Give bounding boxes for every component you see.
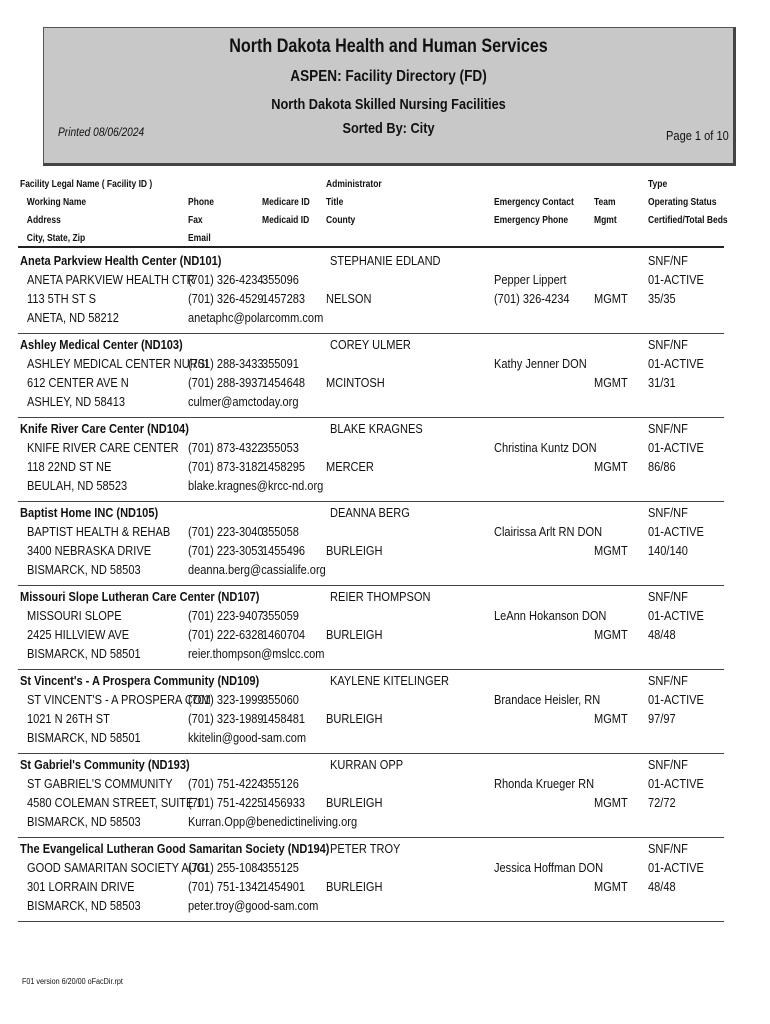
facility-email: Kurran.Opp@benedictineliving.org (188, 814, 358, 829)
facility-beds: 48/48 (648, 627, 676, 642)
facility-admin: STEPHANIE EDLAND (330, 253, 441, 268)
record-divider (18, 585, 724, 586)
facility-record (0, 251, 770, 335)
facility-record (0, 503, 770, 587)
facility-legal: The Evangelical Lutheran Good Samaritan Society (ND194) (20, 841, 330, 856)
facility-team: MGMT (594, 459, 628, 474)
facility-type: SNF/NF (648, 253, 688, 268)
record-divider (18, 669, 724, 670)
facility-team: MGMT (594, 291, 628, 306)
facility-legal: Baptist Home INC (ND105) (20, 505, 159, 520)
facility-email: culmer@amctoday.org (188, 394, 299, 409)
facility-type: SNF/NF (648, 589, 688, 604)
facility-address: 3400 NEBRASKA DRIVE (27, 543, 152, 558)
facility-team: MGMT (594, 627, 628, 642)
facility-working: ANETA PARKVIEW HEALTH CTR (27, 272, 195, 287)
facility-medicaid: 1457283 (262, 291, 306, 306)
facility-working: BAPTIST HEALTH & REHAB (27, 524, 171, 539)
facility-email: blake.kragnes@krcc-nd.org (188, 478, 324, 493)
facility-address: 301 LORRAIN DRIVE (27, 879, 135, 894)
facility-record (0, 335, 770, 419)
facility-contact: Clairissa Arlt RN DON (494, 524, 603, 539)
facility-medicare: 355126 (262, 776, 299, 791)
page-number: Page 1 of 10 (666, 128, 729, 143)
facility-fax: (701) 223-3053 (188, 543, 264, 558)
facility-address: 113 5TH ST S (27, 291, 96, 306)
facility-admin: DEANNA BERG (330, 505, 410, 520)
col-header-ids: Medicare ID Medicaid ID (262, 197, 310, 226)
facility-legal: St Gabriel's Community (ND193) (20, 757, 190, 772)
facility-city: BISMARCK, ND 58501 (27, 730, 141, 745)
facility-email: peter.troy@good-sam.com (188, 898, 319, 913)
facility-beds: 86/86 (648, 459, 676, 474)
record-divider (18, 837, 724, 838)
facility-contact: Rhonda Krueger RN (494, 776, 595, 791)
facility-county: BURLEIGH (326, 543, 383, 558)
col-header-team: Team Mgmt (594, 197, 617, 226)
facility-email: deanna.berg@cassialife.org (188, 562, 326, 577)
report-title: North Dakota Health and Human Services (229, 36, 548, 57)
facility-beds: 48/48 (648, 879, 676, 894)
facility-medicare: 355091 (262, 356, 299, 371)
facility-status: 01-ACTIVE (648, 776, 704, 791)
col-header-type: Type Operating Status Certified/Total Beds (648, 179, 728, 226)
facility-type: SNF/NF (648, 841, 688, 856)
report-subtitle: ASPEN: Facility Directory (FD) (290, 68, 487, 85)
facility-status: 01-ACTIVE (648, 524, 704, 539)
facility-address: 4580 COLEMAN STREET, SUITE 1 (27, 795, 203, 810)
facility-county: BURLEIGH (326, 795, 383, 810)
facility-fax: (701) 326-4529 (188, 291, 264, 306)
facility-contact: Jessica Hoffman DON (494, 860, 604, 875)
facility-county: BURLEIGH (326, 879, 383, 894)
facility-record (0, 419, 770, 503)
report-name: North Dakota Skilled Nursing Facilities (271, 96, 506, 113)
facility-city: ASHLEY, ND 58413 (27, 394, 126, 409)
facility-working: ST VINCENT'S - A PROSPERA COM (27, 692, 211, 707)
facility-beds: 140/140 (648, 543, 688, 558)
facility-city: BISMARCK, ND 58503 (27, 562, 141, 577)
header-rule (18, 246, 724, 248)
facility-medicaid: 1458295 (262, 459, 306, 474)
facility-legal: St Vincent's - A Prospera Community (ND109) (20, 673, 260, 688)
record-divider (18, 753, 724, 754)
facility-team: MGMT (594, 375, 628, 390)
facility-type: SNF/NF (648, 505, 688, 520)
facility-medicaid: 1460704 (262, 627, 306, 642)
facility-ephone: (701) 326-4234 (494, 291, 570, 306)
facility-address: 118 22ND ST NE (27, 459, 112, 474)
record-divider (18, 333, 724, 334)
facility-admin: KURRAN OPP (330, 757, 404, 772)
facility-contact: Brandace Heisler, RN (494, 692, 601, 707)
facility-medicare: 355125 (262, 860, 299, 875)
facility-admin: BLAKE KRAGNES (330, 421, 423, 436)
facility-city: BISMARCK, ND 58503 (27, 814, 141, 829)
facility-admin: COREY ULMER (330, 337, 411, 352)
facility-medicare: 355059 (262, 608, 299, 623)
facility-county: BURLEIGH (326, 711, 383, 726)
facility-status: 01-ACTIVE (648, 272, 704, 287)
facility-medicaid: 1455496 (262, 543, 306, 558)
facility-medicare: 355053 (262, 440, 299, 455)
facility-phone: (701) 223-9407 (188, 608, 264, 623)
record-divider (18, 501, 724, 502)
facility-phone: (701) 323-1999 (188, 692, 264, 707)
facility-admin: KAYLENE KITELINGER (330, 673, 449, 688)
col-header-emergency: Emergency Contact Emergency Phone (494, 197, 574, 226)
facility-working: GOOD SAMARITAN SOCIETY AUGI (27, 860, 209, 875)
facility-medicaid: 1454648 (262, 375, 306, 390)
facility-medicaid: 1456933 (262, 795, 306, 810)
facility-record (0, 755, 770, 839)
facility-phone: (701) 751-4224 (188, 776, 264, 791)
record-divider (18, 417, 724, 418)
facility-legal: Knife River Care Center (ND104) (20, 421, 189, 436)
facility-beds: 31/31 (648, 375, 676, 390)
facility-county: MCINTOSH (326, 375, 385, 390)
facility-working: ASHLEY MEDICAL CENTER NURSI (27, 356, 209, 371)
facility-contact: LeAnn Hokanson DON (494, 608, 607, 623)
facility-city: BEULAH, ND 58523 (27, 478, 128, 493)
facility-phone: (701) 255-1084 (188, 860, 264, 875)
facility-contact: Kathy Jenner DON (494, 356, 587, 371)
facility-team: MGMT (594, 711, 628, 726)
facility-address: 1021 N 26TH ST (27, 711, 110, 726)
facility-status: 01-ACTIVE (648, 692, 704, 707)
facility-fax: (701) 751-4225 (188, 795, 264, 810)
facility-address: 2425 HILLVIEW AVE (27, 627, 130, 642)
facility-medicaid: 1458481 (262, 711, 306, 726)
facility-status: 01-ACTIVE (648, 860, 704, 875)
facility-beds: 35/35 (648, 291, 676, 306)
facility-admin: REIER THOMPSON (330, 589, 431, 604)
facility-county: BURLEIGH (326, 627, 383, 642)
facility-contact: Pepper Lippert (494, 272, 567, 287)
report-footer: F01 version 6/20/00 oFacDir.rpt (22, 977, 123, 986)
facility-record (0, 839, 770, 923)
facility-phone: (701) 288-3433 (188, 356, 264, 371)
facility-medicaid: 1454901 (262, 879, 306, 894)
printed-date: Printed 08/06/2024 (58, 125, 145, 139)
facility-county: NELSON (326, 291, 372, 306)
col-header-phone: Phone Fax Email (188, 197, 214, 244)
facility-legal: Ashley Medical Center (ND103) (20, 337, 183, 352)
facility-fax: (701) 751-1342 (188, 879, 264, 894)
facility-record (0, 587, 770, 671)
facility-fax: (701) 323-1989 (188, 711, 264, 726)
facility-fax: (701) 873-3182 (188, 459, 264, 474)
col-header-admin: Administrator Title County (326, 179, 382, 226)
facility-record (0, 671, 770, 755)
report-header (43, 27, 736, 166)
facility-address: 612 CENTER AVE N (27, 375, 129, 390)
facility-email: reier.thompson@mslcc.com (188, 646, 325, 661)
facility-status: 01-ACTIVE (648, 356, 704, 371)
facility-phone: (701) 223-3040 (188, 524, 264, 539)
facility-legal: Aneta Parkview Health Center (ND101) (20, 253, 222, 268)
facility-medicare: 355096 (262, 272, 299, 287)
facility-working: MISSOURI SLOPE (27, 608, 122, 623)
sort-order: Sorted By: City (342, 120, 435, 137)
facility-type: SNF/NF (648, 757, 688, 772)
facility-beds: 72/72 (648, 795, 676, 810)
facility-type: SNF/NF (648, 337, 688, 352)
facility-beds: 97/97 (648, 711, 676, 726)
facility-email: kkitelin@good-sam.com (188, 730, 307, 745)
facility-fax: (701) 288-3937 (188, 375, 264, 390)
facility-admin: PETER TROY (330, 841, 401, 856)
facility-city: ANETA, ND 58212 (27, 310, 119, 325)
facility-status: 01-ACTIVE (648, 440, 704, 455)
facility-legal: Missouri Slope Lutheran Care Center (ND107) (20, 589, 260, 604)
facility-medicare: 355058 (262, 524, 299, 539)
facility-team: MGMT (594, 879, 628, 894)
facility-county: MERCER (326, 459, 374, 474)
facility-working: ST GABRIEL'S COMMUNITY (27, 776, 173, 791)
record-divider (18, 921, 724, 922)
facility-team: MGMT (594, 543, 628, 558)
facility-city: BISMARCK, ND 58503 (27, 898, 141, 913)
facility-medicare: 355060 (262, 692, 299, 707)
facility-team: MGMT (594, 795, 628, 810)
facility-type: SNF/NF (648, 421, 688, 436)
facility-type: SNF/NF (648, 673, 688, 688)
facility-status: 01-ACTIVE (648, 608, 704, 623)
facility-phone: (701) 326-4234 (188, 272, 264, 287)
facility-phone: (701) 873-4322 (188, 440, 264, 455)
facility-working: KNIFE RIVER CARE CENTER (27, 440, 179, 455)
col-header-name: Facility Legal Name ( Facility ID ) Working Name Address City, State, Zip (20, 179, 153, 244)
facility-email: anetaphc@polarcomm.com (188, 310, 324, 325)
facility-city: BISMARCK, ND 58501 (27, 646, 141, 661)
facility-fax: (701) 222-6328 (188, 627, 264, 642)
facility-contact: Christina Kuntz DON (494, 440, 597, 455)
